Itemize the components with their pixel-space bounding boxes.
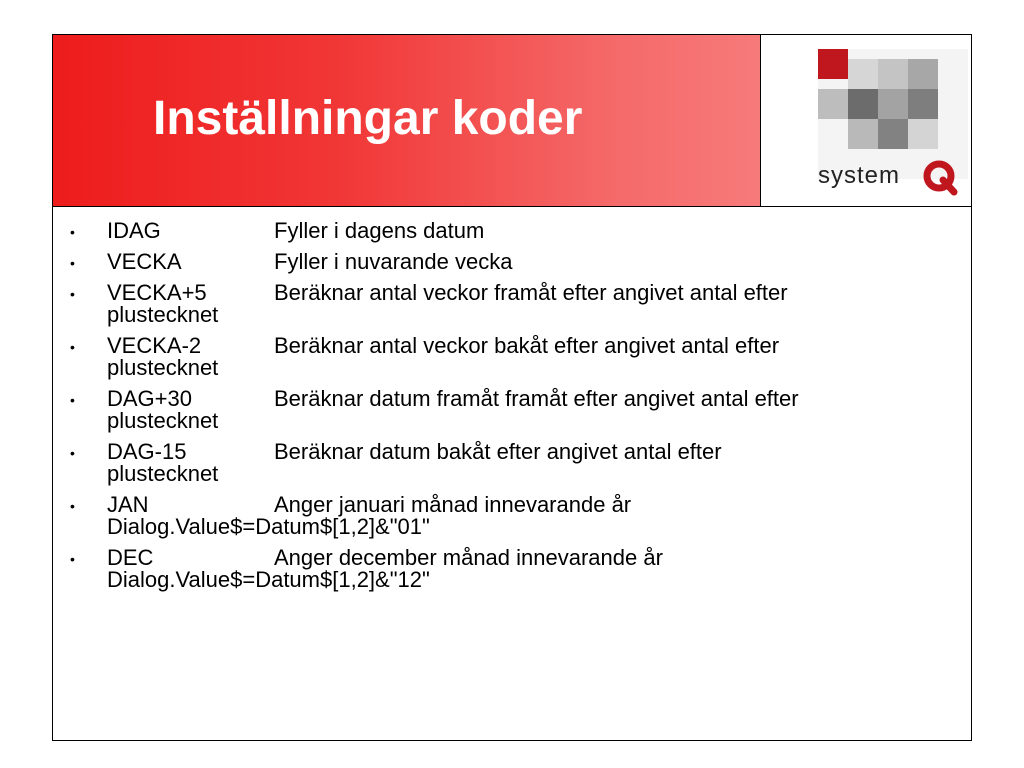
code-description: Beräknar datum bakåt efter angivet antal efter	[274, 439, 722, 464]
code-description: Fyller i dagens datum	[274, 218, 485, 243]
bullet-icon: •	[70, 498, 75, 514]
code-description-continued: Dialog.Value$=Datum$[1,2]&"01"	[107, 514, 430, 539]
logo-panel	[764, 35, 971, 206]
code-description: Anger januari månad innevarande år	[274, 492, 632, 517]
bullet-icon: •	[70, 286, 75, 302]
code-description-continued: plustecknet	[107, 461, 219, 486]
bullet-icon: •	[70, 392, 75, 408]
bullet-icon: •	[70, 551, 75, 567]
code-description-continued: plustecknet	[107, 302, 219, 327]
list-item	[70, 494, 890, 538]
code-label: DAG-15	[107, 439, 187, 464]
list-item	[70, 441, 890, 485]
title-band	[53, 35, 761, 206]
code-label: DEC	[107, 545, 154, 570]
list-item	[70, 388, 890, 432]
code-description-continued: plustecknet	[107, 408, 219, 433]
bullet-icon: •	[70, 339, 75, 355]
code-label: VECKA	[107, 249, 182, 274]
list-item	[70, 335, 890, 379]
code-description: Beräknar antal veckor framåt efter angivet antal efter	[274, 280, 788, 305]
code-description: Beräknar antal veckor bakåt efter angivet antal efter	[274, 333, 780, 358]
code-description-continued: plustecknet	[107, 355, 219, 380]
code-label: DAG+30	[107, 386, 192, 411]
code-label: VECKA-2	[107, 333, 202, 358]
slide-title: Inställningar koder	[153, 92, 583, 145]
bullet-icon: •	[70, 255, 75, 271]
list-item	[70, 282, 890, 326]
code-label: VECKA+5	[107, 280, 207, 305]
code-label: JAN	[107, 492, 149, 517]
list-item	[70, 251, 890, 273]
svg-text:system: system	[818, 162, 901, 189]
bullet-icon: •	[70, 224, 75, 240]
code-description: Beräknar datum framåt framåt efter angivet antal efter	[274, 386, 799, 411]
list-item	[70, 547, 890, 591]
code-label: IDAG	[107, 218, 161, 243]
code-description-continued: Dialog.Value$=Datum$[1,2]&"12"	[107, 567, 430, 592]
list-item	[70, 220, 890, 242]
systemq-logo	[818, 49, 968, 199]
code-description: Anger december månad innevarande år	[274, 545, 663, 570]
slide-header	[53, 35, 971, 207]
bullet-list	[70, 220, 890, 600]
bullet-icon: •	[70, 445, 75, 461]
code-description: Fyller i nuvarande vecka	[274, 249, 513, 274]
